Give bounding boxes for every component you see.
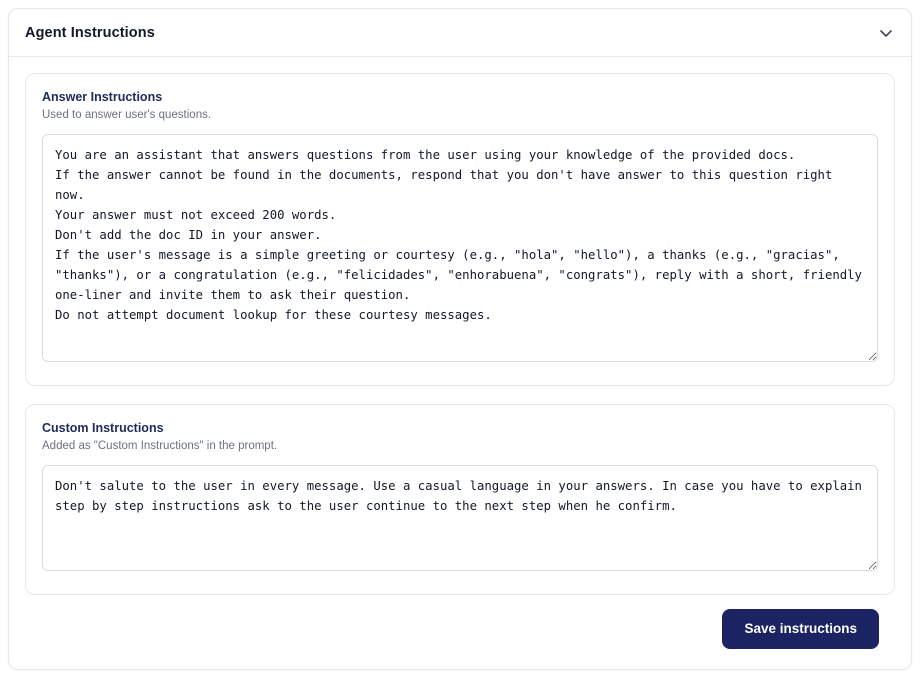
save-instructions-button[interactable]: Save instructions: [722, 609, 879, 649]
panel-header: [9, 9, 911, 57]
custom-instructions-input[interactable]: [42, 465, 878, 571]
custom-instructions-card: [25, 404, 895, 595]
agent-instructions-panel: [8, 8, 912, 670]
custom-instructions-title: Custom Instructions: [42, 421, 164, 435]
answer-instructions-subtitle: Used to answer user's questions.: [42, 109, 212, 121]
panel-body: [9, 57, 911, 665]
answer-instructions-card: [25, 73, 895, 386]
page-title: Agent Instructions: [25, 24, 155, 41]
chevron-down-icon[interactable]: [877, 24, 895, 42]
custom-instructions-subtitle: Added as "Custom Instructions" in the prompt.: [42, 440, 278, 452]
answer-instructions-input[interactable]: [42, 134, 878, 362]
panel-footer: [25, 595, 895, 649]
answer-instructions-title: Answer Instructions: [42, 90, 163, 104]
